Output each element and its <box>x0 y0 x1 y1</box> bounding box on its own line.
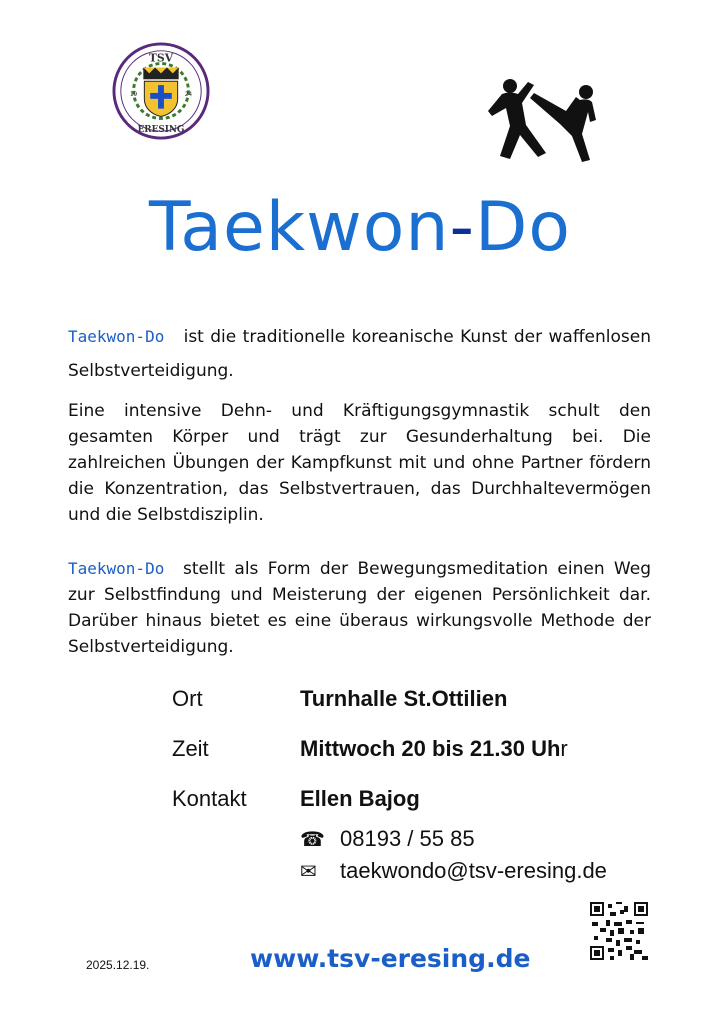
zeit-value <box>300 736 568 762</box>
phone-number[interactable]: 08193 / 55 85 <box>340 826 475 851</box>
ort-label: Ort <box>172 686 203 711</box>
zeit-label: Zeit <box>172 736 209 761</box>
brand-name: Taekwon-Do <box>68 327 165 346</box>
paragraph-intro-text: ist die traditionelle koreanische Kunst der waffenlosen Selbstverteidigung. <box>68 327 651 381</box>
paragraph-training: Eine intensive Dehn- und Kräftigungsgymnastik schult den gesamten Körper und trägt zur Gesunderhaltung bei. Die zahlreichen Übungen der Kampfkunst mit und ohne Partner fördern die Konzentration, das Selbstvertrauen, das Durchhaltevermögen und die Selbstdisziplin. <box>68 401 651 525</box>
print-date: 2025.12.19. <box>86 958 150 972</box>
taekwondo-fighters-icon <box>480 68 612 164</box>
svg-text:24: 24 <box>184 91 193 98</box>
email-address[interactable]: taekwondo@tsv-eresing.de <box>340 858 607 883</box>
title-part2: Do <box>475 188 571 267</box>
zeit-value-tail: r <box>560 736 568 761</box>
kontakt-value: Ellen Bajog <box>300 786 420 811</box>
title-dash: - <box>449 188 476 267</box>
zeit-value-main: Mittwoch 20 bis 21.30 Uh <box>300 736 561 761</box>
paragraph-meditation <box>68 556 651 660</box>
qr-code <box>590 902 648 960</box>
tsv-eresing-logo <box>112 42 210 140</box>
email-row <box>300 858 607 884</box>
phone-row <box>300 826 475 852</box>
telephone-icon: ☎ <box>300 829 325 851</box>
svg-text:TSV: TSV <box>148 51 174 65</box>
envelope-icon: ✉ <box>300 861 317 883</box>
title-part1: Taekwon <box>149 188 450 267</box>
svg-text:19: 19 <box>129 91 138 98</box>
paragraph-intro <box>68 320 651 388</box>
website-link[interactable]: www.tsv-eresing.de <box>250 944 531 973</box>
svg-text:ERESING: ERESING <box>137 125 185 136</box>
brand-name: Taekwon-Do <box>68 559 165 578</box>
page-title <box>0 188 720 267</box>
paragraph-meditation-text: stellt als Form der Bewegungsmeditation einen Weg zur Selbstfindung und Meisterung der eigenen Persönlichkeit dar. Darüber hinaus bietet es eine überaus wirkungsvolle Methode der Selbstverteidigung. <box>68 559 651 657</box>
kontakt-label: Kontakt <box>172 786 247 811</box>
ort-value: Turnhalle St.Ottilien <box>300 686 508 711</box>
